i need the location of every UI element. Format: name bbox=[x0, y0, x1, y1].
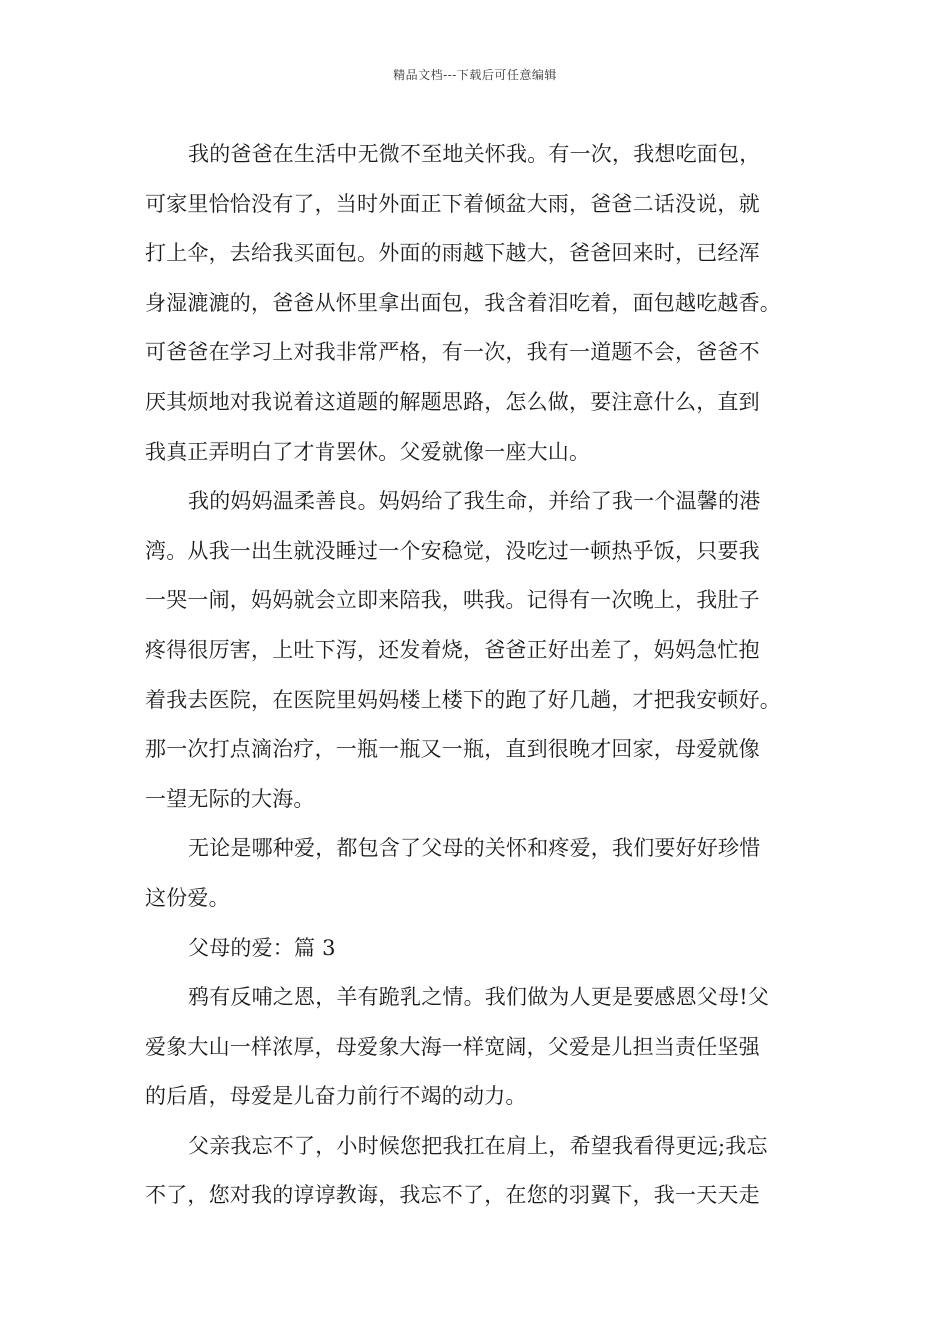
paragraph-5-line-1: 父亲我忘不了，小时候您把我扛在肩上，希望我看得更远;我忘 bbox=[188, 1133, 768, 1158]
section-heading: 父母的爱：篇 3 bbox=[188, 935, 336, 960]
page-header: 精品文档---下载后可任意编辑 bbox=[393, 68, 557, 82]
paragraph-1-line-1: 我的爸爸在生活中无微不至地关怀我。有一次，我想吃面包， bbox=[188, 142, 761, 166]
paragraph-2-line-6: 那一次打点滴治疗，一瓶一瓶又一瓶，直到很晚才回家，母爱就像 bbox=[145, 737, 760, 762]
paragraph-2-line-3: 一哭一闹，妈妈就会立即来陪我，哄我。记得有一次晚上，我肚子 bbox=[145, 588, 760, 613]
paragraph-5-line-2: 不了，您对我的谆谆教诲，我忘不了，在您的羽翼下，我一天天走 bbox=[145, 1183, 760, 1208]
paragraph-3-line-2: 这份爱。 bbox=[145, 885, 230, 910]
paragraph-2-line-2: 湾。从我一出生就没睡过一个安稳觉，没吃过一顿热乎饭，只要我 bbox=[145, 538, 760, 563]
paragraph-2-line-7: 一望无际的大海。 bbox=[145, 786, 315, 811]
paragraph-3-line-1: 无论是哪种爱，都包含了父母的关怀和疼爱，我们要好好珍惜 bbox=[188, 836, 761, 861]
paragraph-1-line-5: 可爸爸在学习上对我非常严格，有一次，我有一道题不会，爸爸不 bbox=[145, 340, 760, 365]
paragraph-2-line-1: 我的妈妈温柔善良。妈妈给了我生命，并给了我一个温馨的港 bbox=[188, 489, 761, 514]
paragraph-1-line-7: 我真正弄明白了才肯罢休。父爱就像一座大山。 bbox=[145, 439, 591, 464]
paragraph-1-line-2: 可家里恰恰没有了，当时外面正下着倾盆大雨，爸爸二话没说，就 bbox=[145, 191, 760, 216]
paragraph-1-line-4: 身湿漉漉的，爸爸从怀里拿出面包，我含着泪吃着，面包越吃越香。 bbox=[145, 290, 781, 315]
paragraph-1-line-3: 打上伞，去给我买面包。外面的雨越下越大，爸爸回来时，已经浑 bbox=[145, 241, 760, 266]
paragraph-4-line-3: 的后盾，母爱是儿奋力前行不竭的动力。 bbox=[145, 1084, 527, 1109]
paragraph-4-line-2: 爱象大山一样浓厚，母爱象大海一样宽阔，父爱是儿担当责任坚强 bbox=[145, 1034, 760, 1059]
paragraph-2-line-5: 着我去医院，在医院里妈妈楼上楼下的跑了好几趟，才把我安顿好。 bbox=[145, 687, 781, 712]
paragraph-2-line-4: 疼得很厉害，上吐下泻，还发着烧，爸爸正好出差了，妈妈急忙抱 bbox=[145, 637, 760, 662]
document-body bbox=[145, 130, 825, 1221]
paragraph-1-line-6: 厌其烦地对我说着这道题的解题思路，怎么做，要注意什么，直到 bbox=[145, 389, 760, 414]
paragraph-4-line-1: 鸦有反哺之恩，羊有跪乳之情。我们做为人更是要感恩父母!父 bbox=[188, 985, 770, 1010]
